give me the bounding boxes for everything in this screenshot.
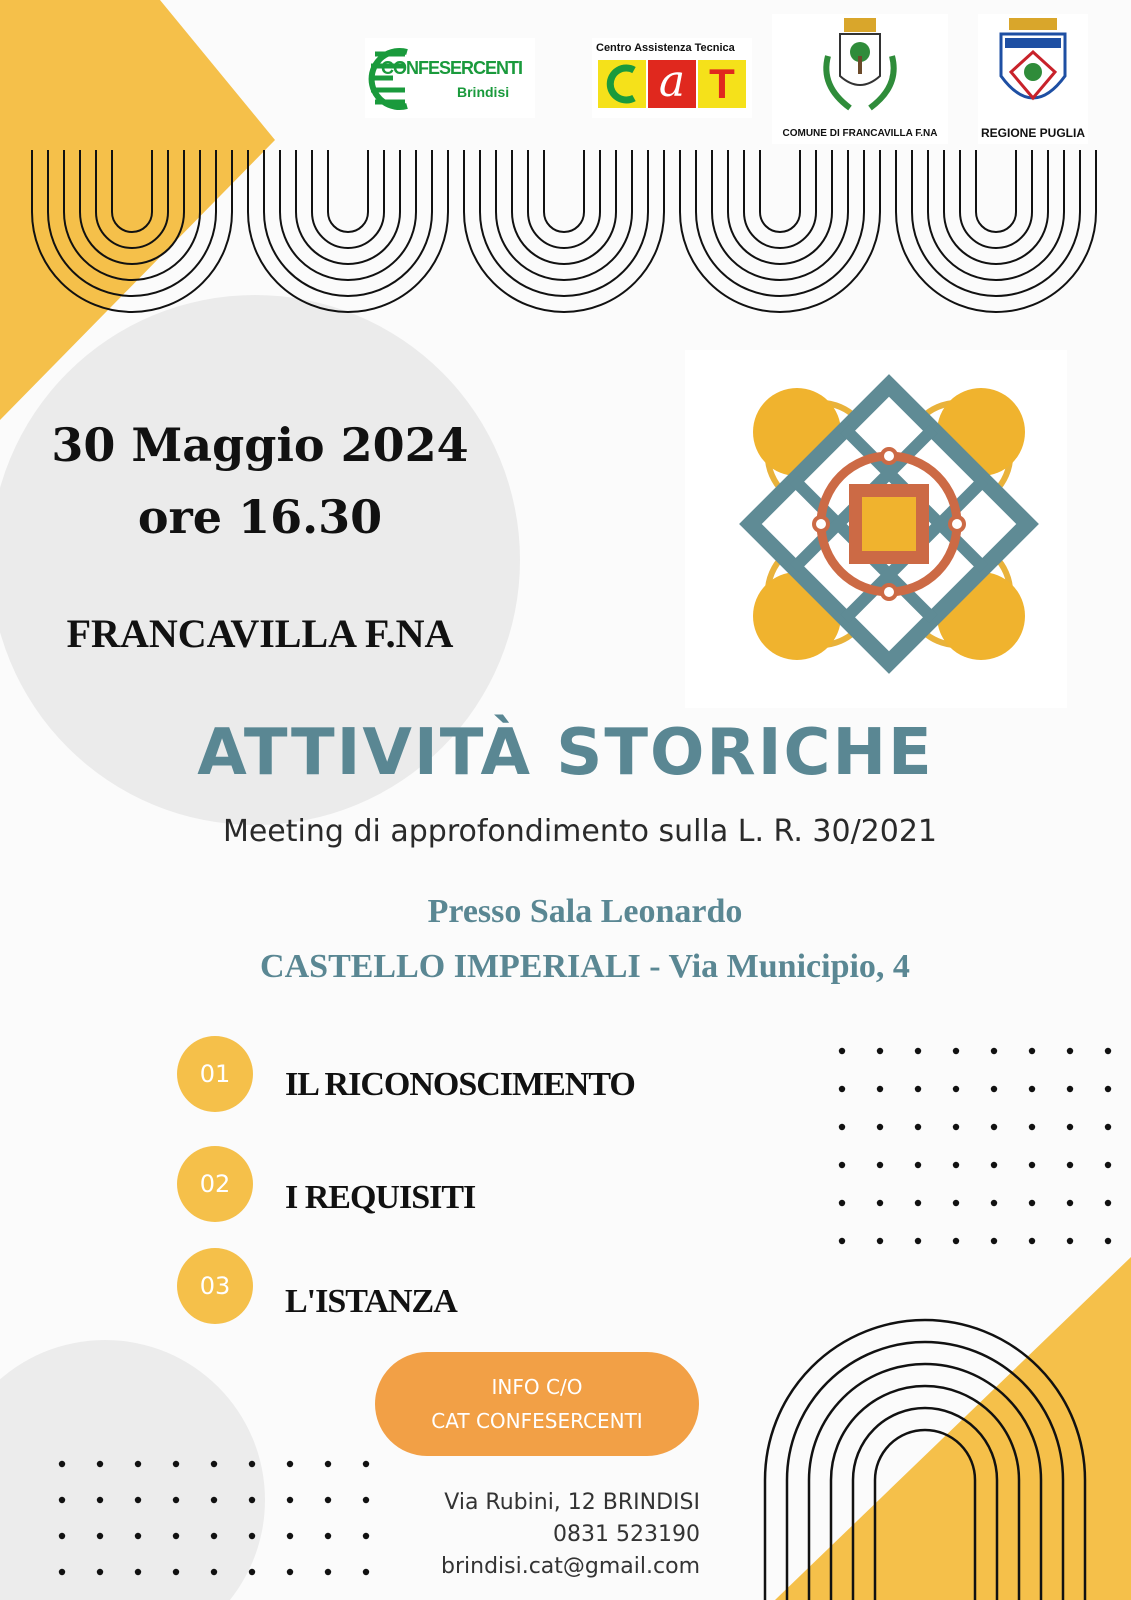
agenda-item-1: IL RICONOSCIMENTO [285, 1066, 635, 1103]
agenda-item-2: I REQUISITI [285, 1179, 476, 1216]
venue-line-2: CASTELLO IMPERIALI - Via Municipio, 4 [260, 948, 910, 985]
subtitle: Meeting di approfondimento sulla L. R. 30/2021 [222, 814, 938, 849]
comune-caption: COMUNE DI FRANCAVILLA F.NA [782, 128, 938, 139]
info-button[interactable] [375, 1352, 699, 1456]
event-date: 30 Maggio 2024 [51, 418, 469, 472]
agenda-number: 02 [177, 1146, 253, 1222]
agenda-number: 03 [177, 1248, 253, 1324]
info-button-line-2: CAT CONFESERCENTI [431, 1409, 643, 1433]
agenda-item-3: L'ISTANZA [285, 1283, 457, 1320]
venue-line-1: Presso Sala Leonardo [427, 893, 743, 930]
cat-c-block [598, 60, 646, 108]
cat-heading: Centro Assistenza Tecnica [596, 42, 735, 54]
comune-logo [772, 14, 948, 144]
arch-group [896, 150, 1096, 312]
event-time: ore 16.30 [137, 490, 383, 544]
agenda-number: 01 [177, 1036, 253, 1112]
confesercenti-emblem-icon [367, 44, 427, 114]
contact-email[interactable]: brindisi.cat@gmail.com [441, 1554, 700, 1579]
info-button-line-1: INFO C/O [491, 1375, 583, 1399]
cat-c-icon [598, 60, 646, 108]
emblem-graphic [685, 350, 1067, 708]
arch-group [680, 150, 880, 312]
comune-crest-icon [810, 16, 910, 121]
grey-circle-bottom-left [0, 1340, 265, 1600]
dot-grid-right [839, 1048, 1111, 1244]
cat-logo [592, 38, 752, 118]
arch-group [248, 150, 448, 312]
regione-crest-icon [993, 16, 1073, 121]
confesercenti-city: Brindisi [457, 84, 510, 100]
regione-caption: REGIONE PUGLIA [980, 126, 1085, 140]
main-title: ATTIVITÀ STORICHE [197, 716, 934, 790]
confesercenti-logo [365, 38, 535, 118]
confesercenti-name: CONFESERCENTI [381, 58, 523, 78]
arch-group [464, 150, 664, 312]
contact-address: Via Rubini, 12 BRINDISI [444, 1490, 700, 1515]
regione-logo [978, 14, 1088, 144]
contact-phone: 0831 523190 [553, 1522, 700, 1547]
attivita-storiche-emblem [685, 350, 1067, 708]
event-city: FRANCAVILLA F.NA [66, 611, 454, 656]
cat-a-block: a [648, 60, 696, 108]
cat-t-block: T [698, 60, 746, 108]
